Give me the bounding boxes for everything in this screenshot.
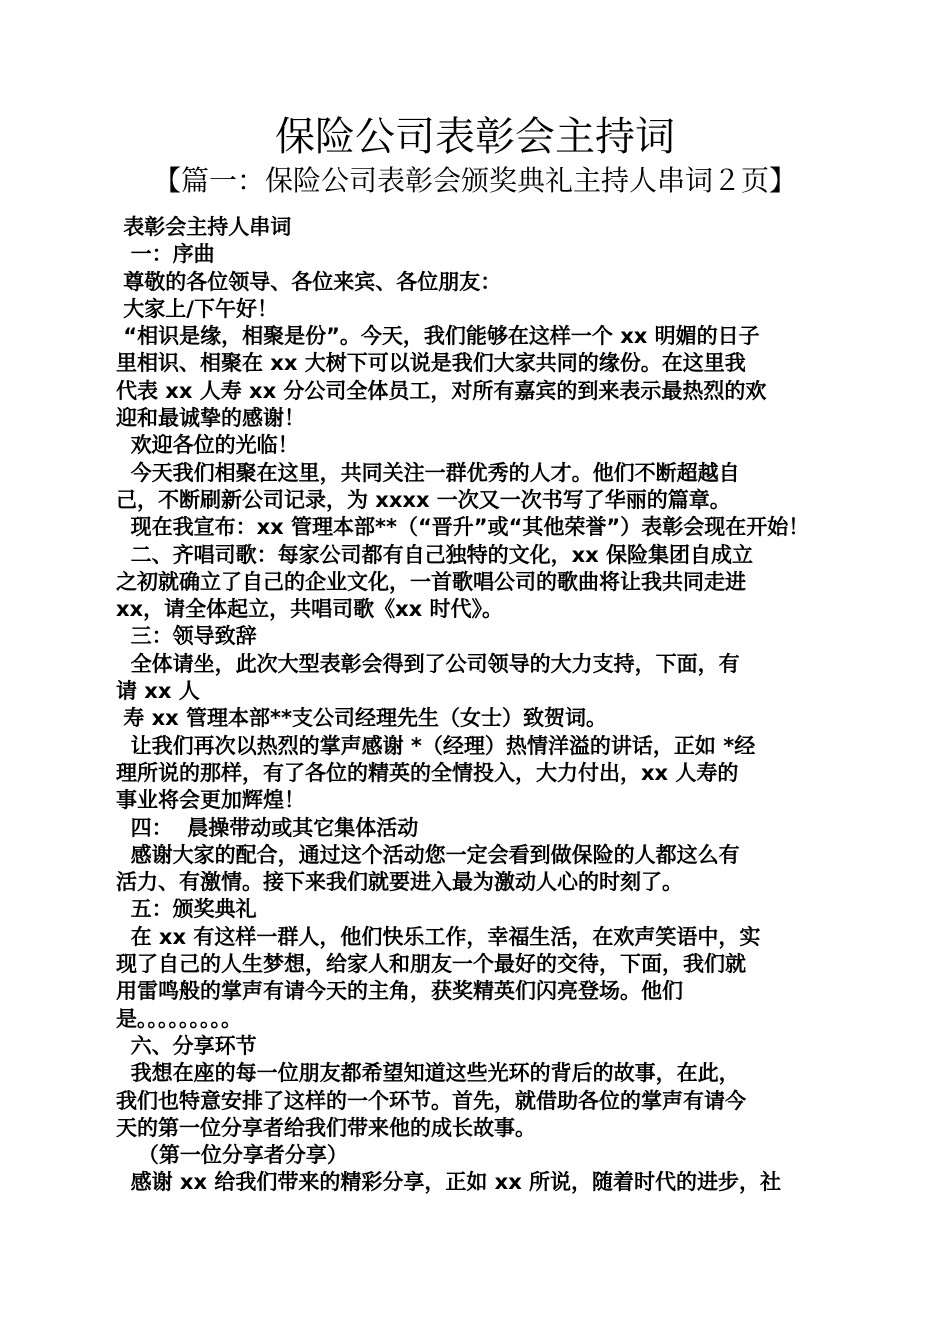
body-line: 一：序曲 xyxy=(116,242,215,267)
body-line: 我们也特意安排了这样的一个环节。首先，就借助各位的掌声有请今 xyxy=(116,1088,746,1113)
document-body xyxy=(116,214,840,1197)
body-line: 事业将会更加辉煌！ xyxy=(116,788,305,813)
body-line: 寿 xx 管理本部**支公司经理先生（女士）致贺词。 xyxy=(116,706,607,731)
body-line: 是。。。。。。。。。 xyxy=(116,1006,242,1031)
body-line: 五：颁奖典礼 xyxy=(116,897,257,922)
body-line: 现了自己的人生梦想，给家人和朋友一个最好的交待，下面，我们就 xyxy=(116,952,746,977)
body-line: 二、齐唱司歌：每家公司都有自己独特的文化，xx 保险集团自成立 xyxy=(116,542,754,567)
body-line: 三：领导致辞 xyxy=(116,624,257,649)
body-line: 感谢大家的配合，通过这个活动您一定会看到做保险的人都这么有 xyxy=(116,842,740,867)
body-line: 全体请坐，此次大型表彰会得到了公司领导的大力支持，下面，有 xyxy=(116,651,740,676)
body-line: 欢迎各位的光临！ xyxy=(116,433,299,458)
body-line: （第一位分享者分享） xyxy=(116,1143,348,1168)
body-line: 尊敬的各位领导、各位来宾、各位朋友： xyxy=(116,269,502,294)
body-line: “相识是缘，相聚是份”。今天，我们能够在这样一个 xx 明媚的日子 xyxy=(116,324,760,349)
body-line: 天的第一位分享者给我们带来他的成长故事。 xyxy=(116,1115,536,1140)
body-line: 用雷鸣般的掌声有请今天的主角，获奖精英们闪亮登场。他们 xyxy=(116,979,683,1004)
document-subtitle: 【篇一：保险公司表彰会颁奖典礼主持人串词２页】 xyxy=(152,164,797,197)
body-line: 表彰会主持人串词 xyxy=(116,215,292,239)
body-line: 活力、有激情。接下来我们就要进入最为激动人心的时刻了。 xyxy=(116,870,683,895)
body-line: 六、分享环节 xyxy=(116,1033,257,1058)
body-line: 里相识、相聚在 xx 大树下可以说是我们大家共同的缘份。在这里我 xyxy=(116,351,746,376)
body-line: 我想在座的每一位朋友都希望知道这些光环的背后的故事，在此， xyxy=(116,1061,740,1086)
body-line: 现在我宣布：xx 管理本部**（“晋升”或“其他荣誉”）表彰会现在开始！ xyxy=(116,515,810,540)
body-line: 迎和最诚挚的感谢！ xyxy=(116,406,305,431)
body-line: 今天我们相聚在这里，共同关注一群优秀的人才。他们不断超越自 xyxy=(116,460,740,485)
body-line: 己，不断刷新公司记录，为 xxxx 一次又一次书写了华丽的篇章。 xyxy=(116,487,731,512)
body-line: 理所说的那样，有了各位的精英的全情投入，大力付出，xx 人寿的 xyxy=(116,760,739,785)
body-line: 在 xx 有这样一群人，他们快乐工作，幸福生活，在欢声笑语中，实 xyxy=(116,924,761,949)
body-line: 之初就确立了自己的企业文化，一首歌唱公司的歌曲将让我共同走进 xyxy=(116,569,746,594)
body-line: 让我们再次以热烈的掌声感谢 *（经理）热情洋溢的讲话，正如 *经 xyxy=(116,733,756,758)
body-line: xx，请全体起立，共唱司歌《xx 时代》。 xyxy=(116,597,503,622)
body-line: 四： 晨操带动或其它集体活动 xyxy=(116,815,419,840)
document-title: 保险公司表彰会主持词 xyxy=(275,114,675,160)
body-line: 请 xx 人 xyxy=(116,679,200,704)
body-line: 大家上/下午好！ xyxy=(116,296,278,321)
body-line: 代表 xx 人寿 xx 分公司全体员工，对所有嘉宾的到来表示最热烈的欢 xyxy=(116,378,767,403)
body-line: 感谢 xx 给我们带来的精彩分享，正如 xx 所说，随着时代的进步，社 xyxy=(116,1170,782,1195)
